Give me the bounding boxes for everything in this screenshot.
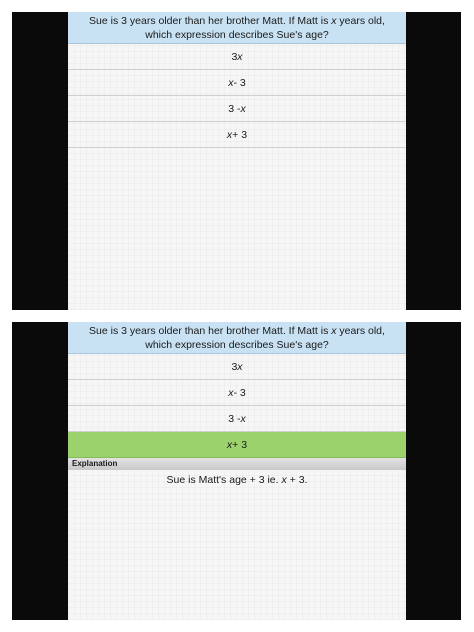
question-variable: x [331, 15, 337, 27]
quiz-panel [68, 12, 406, 310]
question-part-2: years old, which expression describes Sue's age? [145, 15, 385, 41]
question-part-1: Sue is 3 years older than her brother Matt. If Matt is [89, 15, 332, 27]
question-part-2: years old, which expression describes Sue's age? [145, 325, 385, 351]
explanation-text-part: Sue is Matt's age + 3 ie. [166, 474, 282, 486]
option-a[interactable] [68, 354, 406, 380]
question-variable: x [331, 325, 337, 337]
explanation-variable: x [281, 474, 287, 486]
quiz-panel [68, 322, 406, 620]
option-variable: x [226, 128, 233, 141]
option-b[interactable] [68, 380, 406, 406]
option-variable: x [237, 50, 243, 63]
quiz-screen-unanswered [12, 12, 461, 310]
option-d[interactable] [68, 122, 406, 148]
question-text [68, 322, 406, 354]
option-b[interactable] [68, 70, 406, 96]
question-text [68, 12, 406, 44]
option-text: 3 [231, 360, 238, 373]
option-text: 3 [231, 50, 238, 63]
option-text: + 3 [232, 128, 248, 141]
explanation-text-part: + 3. [286, 474, 308, 486]
option-c[interactable] [68, 96, 406, 122]
option-text: 3 - [228, 412, 241, 425]
explanation-header: Explanation [68, 458, 406, 470]
option-variable: x [226, 438, 233, 451]
question-part-1: Sue is 3 years older than her brother Matt. If Matt is [89, 325, 332, 337]
option-variable: x [240, 412, 246, 425]
explanation-text [68, 470, 406, 486]
option-text: - 3 [233, 386, 246, 399]
option-d-correct[interactable] [68, 432, 406, 458]
option-a[interactable] [68, 44, 406, 70]
option-variable: x [228, 386, 234, 399]
option-variable: x [228, 76, 234, 89]
option-text: 3 - [228, 102, 241, 115]
option-text: + 3 [232, 438, 248, 451]
option-variable: x [237, 360, 243, 373]
option-text: - 3 [233, 76, 246, 89]
quiz-screen-answered [12, 322, 461, 620]
option-c[interactable] [68, 406, 406, 432]
option-variable: x [240, 102, 246, 115]
